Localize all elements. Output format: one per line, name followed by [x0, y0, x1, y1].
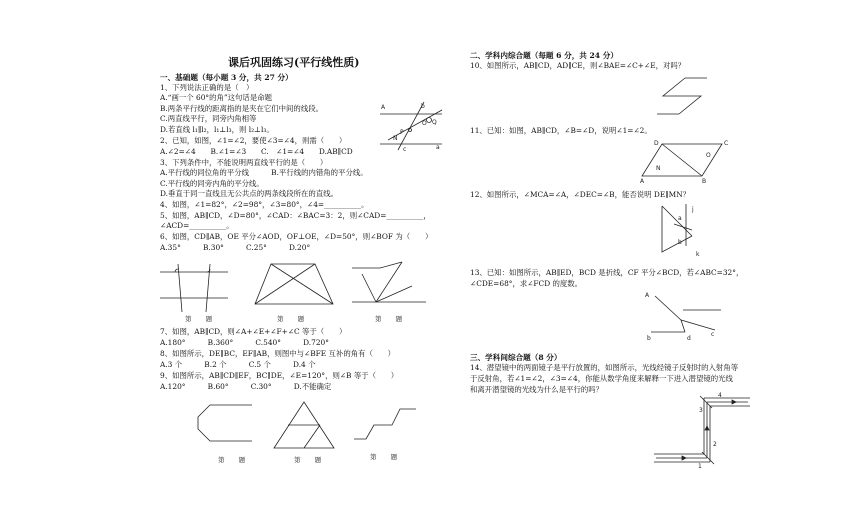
figure-q9	[352, 405, 418, 441]
section-basic: 一、基础题（每小题 3 分，共 27 分）	[160, 73, 293, 82]
q8-stem: 8、如图所示，DE∥BC，EF∥AB，则图中与∠BFE 互补的角有（ ）	[160, 349, 396, 358]
q2-options: A.∠2=∠4 B.∠1=∠3 C. ∠1=∠4 D.AB∥CD	[160, 147, 353, 156]
q2-label-a: A	[381, 104, 386, 111]
q13-label-c: c	[711, 331, 715, 338]
caption-q4: 第 题	[185, 315, 219, 323]
q7-stem: 7、如图，AB∥CD，则∠A+∠E+∠F+∠C 等于（ ）	[160, 327, 347, 336]
q13-stem-cont: ∠CDE=68°，求∠FCD 的度数。	[470, 279, 583, 288]
figure-q7	[196, 403, 254, 443]
q11-label-b: B	[702, 178, 707, 185]
q1-stem: 1、下列说法正确的是（ ）	[160, 83, 254, 92]
q12-label-a: a	[678, 215, 682, 222]
q11-label-a: A	[640, 178, 645, 185]
q5-stem: 5、如图，AB∥CD，∠D=80°，∠CAD：∠BAC=3：2，则∠CAD=__________，	[160, 211, 431, 220]
q2-label-n: N	[393, 135, 398, 142]
q6-stem: 6、如图，CD∥AB，OE 平分∠AOD，OF⊥OE，∠D=50°，则∠BOF 为（ ）	[160, 232, 433, 241]
q12-label-j: j	[692, 206, 694, 213]
q2-label-a2: a	[436, 144, 440, 151]
figure-q5	[253, 262, 335, 308]
q14-label-1: 1	[698, 463, 702, 470]
q9-stem: 9、如图所示，AB∥CD∥EF，BC∥DE，∠E=120°，则∠B 等于（ ）	[160, 371, 399, 380]
q12-label-k: k	[696, 251, 700, 258]
q1-option-c: C.两直线平行，同旁内角相等	[160, 114, 257, 123]
q14-label-4: 4	[718, 392, 722, 399]
q5-stem-cont: ∠ACD=__________。	[160, 221, 234, 230]
q13-label-d: d	[687, 335, 691, 342]
q7-options: A.180° B.360° C.540° D.720°	[160, 338, 329, 347]
q14-stem-cont: 于反射角，若∠1=∠2，∠3=∠4，你能从数学角度来解释一下进入潜望镜的光线	[470, 374, 733, 383]
q2-label-c: c	[403, 146, 407, 153]
q3-option-c: C.平行线的同旁内角的平分线。	[160, 179, 264, 188]
q12-stem: 12、如图所示，∠MCA=∠A，∠DEC=∠B，能否说明 DE∥MN？	[470, 190, 691, 199]
page-title: 课后巩固练习(平行线性质)	[228, 56, 360, 69]
q2-label-o: O	[422, 120, 427, 127]
q11-label-c: C	[724, 140, 729, 147]
figure-q12	[656, 202, 706, 258]
q11-label-n: N	[656, 165, 661, 172]
q13-label-b: b	[647, 335, 651, 342]
section-comprehensive: 二、学科内综合题（每题 6 分，共 24 分）	[470, 51, 618, 60]
caption-q9: 第 题	[370, 453, 404, 461]
q4-stem: 4、如图，∠1=82°，∠2=98°，∠3=80°，∠4=__________。	[160, 200, 369, 209]
q11-label-o: O	[706, 152, 711, 159]
q1-option-b: B.两条平行线的距离指的是夹在它们中间的线段。	[160, 104, 323, 113]
q2-label-q: Q	[432, 119, 437, 126]
q11-label-d: D	[654, 140, 659, 147]
q13-stem: 13、已知：如图所示，AB∥ED，BCD 是折线，CF 平分∠BCD，若∠ABC=32°，	[470, 268, 744, 277]
q8-options: A.3 个 B.2 个 C.5 个 D.4 个	[160, 360, 316, 369]
figure-q6	[352, 260, 428, 310]
q3-stem: 3、下列条件中，不能说明两直线平行的是（ ）	[160, 158, 328, 167]
q13-label-a: A	[645, 292, 650, 299]
figure-q8	[272, 400, 336, 450]
figure-q14-periscope	[652, 392, 752, 470]
figure-q13	[645, 290, 725, 344]
figure-q10	[655, 74, 709, 118]
q6-options: A.35° B.30° C.25° D.20°	[160, 243, 311, 252]
q9-options: A.120° B.60° C.30° D.不能确定	[160, 382, 332, 391]
q1-option-d: D.若直线 l₁∥l₂，l₁⊥l₃，则 l₂⊥l₃。	[160, 125, 274, 134]
caption-q8: 第 题	[294, 456, 328, 464]
figure-q11	[640, 138, 730, 184]
q1-option-a: A.“画一个 60°的角”这句话是命题	[160, 93, 272, 102]
caption-q5: 第 题	[277, 315, 311, 323]
section-cross: 三、学科间综合题（8 分）	[470, 353, 562, 362]
figure-q2	[380, 100, 450, 152]
q2-label-p: P	[400, 129, 404, 136]
q11-stem: 11、已知：如图，AB∥CD，∠B=∠D，说明∠1=∠2。	[470, 126, 652, 135]
q12-label-b: b	[678, 239, 682, 246]
q3-option-ab: A.平行线的同位角的平分线 B.平行线的内错角的平分线。	[160, 168, 368, 177]
q3-option-d: D.垂直于同一直线且无公共点的两条线段所在的直线。	[160, 189, 338, 198]
q14-label-2: 2	[713, 441, 717, 448]
q14-stem: 14、潜望镜中的两面镜子是平行放置的，如图所示，光线经镜子反射时的入射角等	[470, 363, 739, 372]
q14-label-3: 3	[699, 407, 703, 414]
q2-label-b: b	[421, 103, 425, 110]
q2-stem: 2、已知，如图，∠1=∠2，要使∠3=∠4，则需（ ）	[160, 136, 347, 145]
figure-q4	[160, 262, 230, 314]
q10-stem: 10、如图所示，AB∥CD，AD∥CE，则∠BAE=∠C+∠E，对吗？	[470, 61, 686, 70]
caption-q6: 第 题	[375, 315, 409, 323]
q14-stem-cont2: 和离开潜望镜的光线为什么是平行的吗？	[470, 385, 604, 394]
caption-q7: 第 题	[218, 456, 252, 464]
